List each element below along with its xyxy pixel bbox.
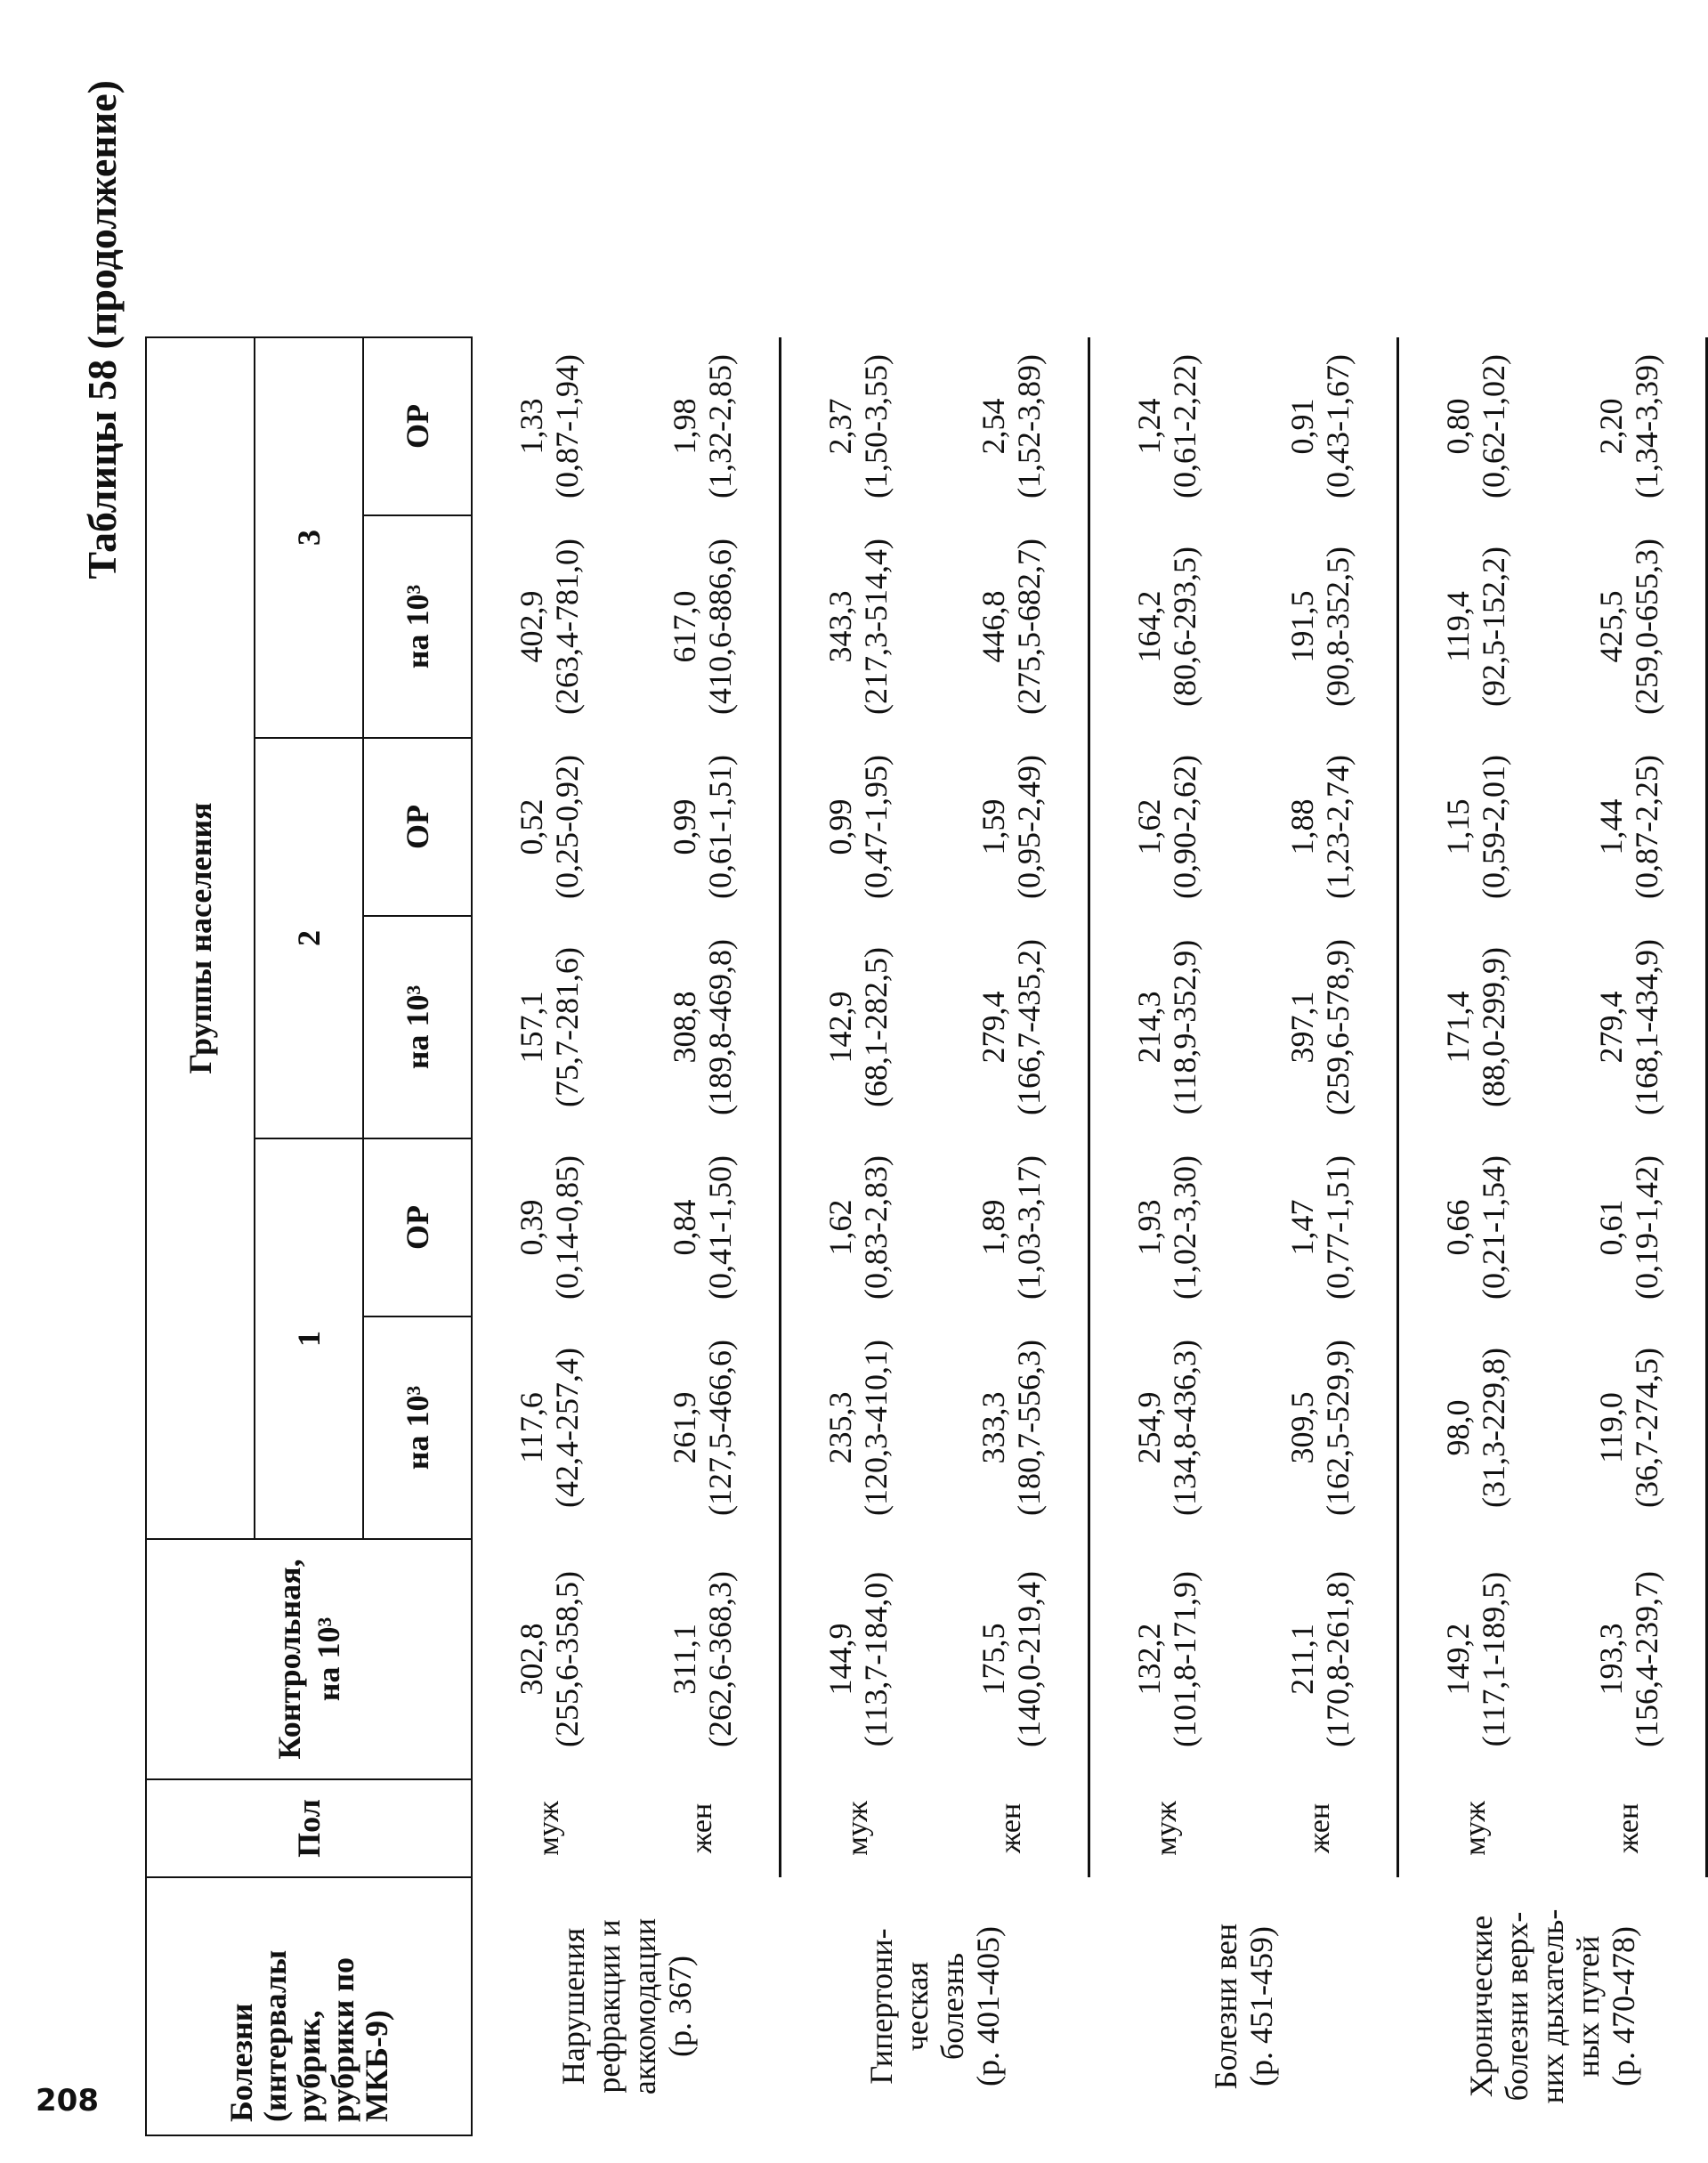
value-cell-g2: 397,1 (259,6-578,9) [1243, 916, 1398, 1138]
sex-cell: муж [532, 1801, 565, 1856]
value-cell-or3: 2,20 (1,34-3,39) [1552, 337, 1707, 515]
group-1-per-header: на 10³ [363, 1316, 472, 1539]
sex-cell: жен [935, 1779, 1089, 1877]
value-cell-or3: 0,80 (0,62-1,02) [1440, 354, 1511, 498]
value-cell-control: 211,1 (170,8-261,8) [1243, 1539, 1398, 1779]
table-row [781, 79, 935, 2135]
value-cell-g3: 343,3 (217,3-514,4) [822, 539, 894, 715]
table-title: Таблицы 58 (продолжение) [79, 80, 125, 579]
disease-name-cell: Болезни вен (р. 451-459) [1208, 1923, 1279, 2090]
value-cell-or3: 2,54 (1,52-3,89) [935, 337, 1089, 515]
table-row [472, 79, 626, 2135]
value-cell-g3: 446,8 (275,5-682,7) [935, 515, 1089, 738]
value-cell-or2: 0,52 (0,25-0,92) [514, 755, 585, 899]
sex-cell: муж [1150, 1801, 1183, 1856]
sex-cell: жен [1243, 1779, 1398, 1877]
table-row [626, 79, 781, 2135]
value-cell-g1: 333,3 (180,7-556,3) [935, 1316, 1089, 1539]
value-cell-g2: 308,8 (189,8-469,8) [626, 916, 781, 1138]
value-cell-or1: 0,84 (0,41-1,50) [626, 1138, 781, 1316]
group-3-or-header: ОР [363, 337, 472, 515]
value-cell-g2: 142,9 (68,1-282,5) [822, 947, 894, 1107]
value-cell-g2: 171,4 (88,0-299,9) [1440, 947, 1511, 1107]
value-cell-control: 144,9 (113,7-184,0) [822, 1571, 894, 1747]
value-cell-or3: 0,91 (0,43-1,67) [1243, 337, 1398, 515]
page-number: 208 [36, 2083, 99, 2118]
value-cell-or3: 1,33 (0,87-1,94) [514, 354, 585, 498]
value-cell-g1: 261,9 (127,5-466,6) [626, 1316, 781, 1539]
disease-name-cell: Гипертони- ческая болезнь (р. 401-405) [863, 1926, 1006, 2086]
spacer-cell [255, 79, 363, 337]
sex-column-header: Пол [146, 1779, 472, 1877]
sex-cell: муж [1459, 1801, 1492, 1856]
value-cell-or3: 2,37 (1,50-3,55) [822, 354, 894, 498]
value-cell-or3: 1,98 (1,32-2,85) [626, 337, 781, 515]
value-cell-g2: 214,3 (118,9-352,9) [1131, 939, 1202, 1115]
value-cell-g1: 309,5 (162,5-529,9) [1243, 1316, 1398, 1539]
disease-name-cell: Хронические болезни верх- них дыхатель- ных путей (р. 470-478) [1463, 1908, 1641, 2104]
value-cell-g1: 119,0 (36,7-274,5) [1552, 1316, 1707, 1539]
value-cell-or2: 1,15 (0,59-2,01) [1440, 755, 1511, 899]
group-3-header: 3 [255, 337, 363, 738]
sex-cell: жен [626, 1779, 781, 1877]
sex-cell: жен [1552, 1779, 1707, 1877]
sex-cell: муж [841, 1801, 874, 1856]
value-cell-or1: 1,93 (1,02-3,30) [1131, 1155, 1202, 1300]
group-2-header: 2 [255, 738, 363, 1138]
value-cell-g3: 164,2 (80,6-293,5) [1131, 547, 1202, 707]
rotated-table-page [76, 0, 1664, 2136]
value-cell-control: 149,2 (117,1-189,5) [1440, 1571, 1511, 1747]
data-table [145, 78, 1708, 2136]
value-cell-g1: 235,3 (120,3-410,1) [822, 1340, 894, 1516]
value-cell-or2: 1,44 (0,87-2,25) [1552, 738, 1707, 916]
value-cell-or2: 0,99 (0,47-1,95) [822, 755, 894, 899]
table-body [472, 79, 1707, 2135]
value-cell-or1: 1,62 (0,83-2,83) [822, 1155, 894, 1300]
table-row [1243, 79, 1398, 2135]
value-cell-or1: 0,66 (0,21-1,54) [1440, 1155, 1511, 1300]
value-cell-g3: 191,5 (90,8-352,5) [1243, 515, 1398, 738]
value-cell-control: 193,3 (156,4-239,7) [1552, 1539, 1707, 1779]
table-row [1552, 79, 1707, 2135]
value-cell-or2: 0,99 (0,61-1,51) [626, 738, 781, 916]
value-cell-g3: 119,4 (92,5-152,2) [1440, 547, 1511, 707]
value-cell-or2: 1,59 (0,95-2,49) [935, 738, 1089, 916]
spacer-cell [363, 79, 472, 337]
group-2-per-header: на 10³ [363, 916, 472, 1138]
value-cell-control: 175,5 (140,0-219,4) [935, 1539, 1089, 1779]
value-cell-g1: 98,0 (31,3-229,8) [1440, 1348, 1511, 1508]
value-cell-or1: 0,61 (0,19-1,42) [1552, 1138, 1707, 1316]
value-cell-or1: 0,39 (0,14-0,85) [514, 1155, 585, 1300]
value-cell-or2: 1,62 (0,90-2,62) [1131, 755, 1202, 899]
value-cell-g3: 402,9 (263,4-781,0) [514, 539, 585, 715]
group-1-or-header: ОР [363, 1138, 472, 1316]
table-row [1398, 79, 1553, 2135]
group-1-header: 1 [255, 1138, 363, 1539]
value-cell-control: 302,8 (255,6-358,5) [514, 1571, 585, 1747]
disease-column-header: Болезни (интервалы рубрик, рубрики по МКБ-9) [146, 1877, 472, 2135]
value-cell-or3: 1,24 (0,61-2,22) [1131, 354, 1202, 498]
value-cell-control: 311,1 (262,6-368,3) [626, 1539, 781, 1779]
value-cell-g1: 254,9 (134,8-436,3) [1131, 1340, 1202, 1516]
group-2-or-header: ОР [363, 738, 472, 916]
value-cell-g2: 279,4 (168,1-434,9) [1552, 916, 1707, 1138]
disease-name-cell: Нарушения рефракции и аккомодации (р. 367) [554, 1917, 698, 2095]
value-cell-g2: 279,4 (166,7-435,2) [935, 916, 1089, 1138]
control-column-header: Контрольная, на 10³ [146, 1539, 472, 1779]
value-cell-g3: 617,0 (410,6-886,6) [626, 515, 781, 738]
value-cell-or1: 1,47 (0,77-1,51) [1243, 1138, 1398, 1316]
value-cell-g3: 425,5 (259,0-655,3) [1552, 515, 1707, 738]
table-row [935, 79, 1089, 2135]
spacer-cell [146, 79, 255, 337]
value-cell-control: 132,2 (101,8-171,9) [1131, 1571, 1202, 1747]
table-row [1089, 79, 1244, 2135]
value-cell-or1: 1,89 (1,03-3,17) [935, 1138, 1089, 1316]
group-3-per-header: на 10³ [363, 515, 472, 738]
population-groups-header: Группы населения [146, 337, 255, 1539]
value-cell-g2: 157,1 (75,7-281,6) [514, 947, 585, 1107]
value-cell-g1: 117,6 (42,4-257,4) [514, 1348, 585, 1508]
value-cell-or2: 1,88 (1,23-2,74) [1243, 738, 1398, 916]
